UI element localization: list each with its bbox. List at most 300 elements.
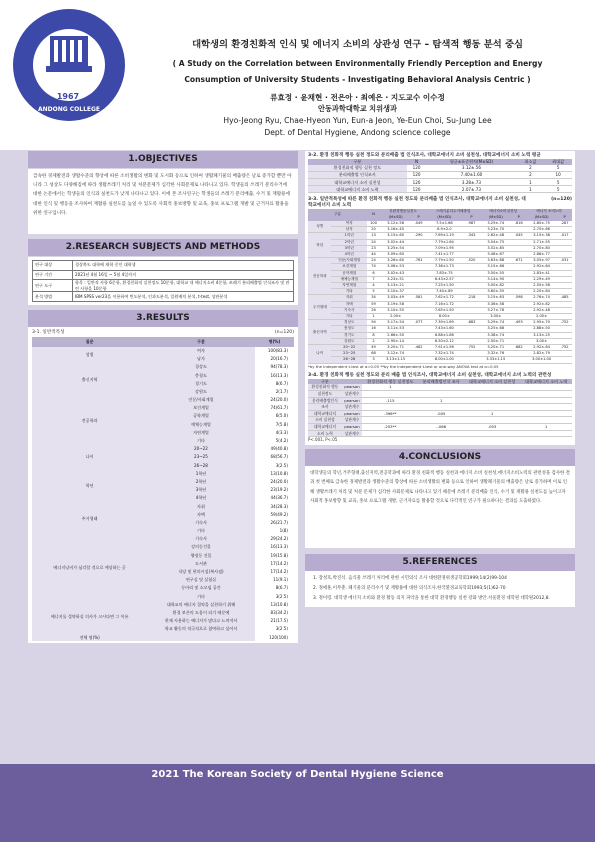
methods-key: 연구 도구	[33, 280, 73, 292]
r3-cell: 3.20±.71	[380, 345, 411, 351]
r3-cell: 7.65±1.50	[426, 307, 463, 313]
r3-header-cell: 구분	[308, 209, 367, 220]
r3-cell: .485	[557, 295, 572, 301]
r3-cell: 3.26±.60	[380, 258, 411, 264]
r3-cell: 인문/사회계열	[331, 258, 367, 264]
methods-row	[33, 280, 294, 292]
r3-cell: 3.52±.85	[480, 245, 511, 251]
r3-row	[308, 270, 572, 276]
r3-cell: 2.92±.48	[526, 307, 557, 313]
r3-subheader-cell: (M±SD)	[480, 215, 511, 221]
conclusions-text: 대학생들의 학년,거주형태,출신지역,전공학과에 따라 환경 친화적 행동 실천과 에너지 소비 실천성,에너지소비노력의 관련성을 검사한 결과 첫 번째로 급속한 경제발전과 생활수준의 향상에 따른 소비생활의 변화 등으로 인하여 생활폐기물의 배출량은 날로 증가하며 이로 인해 생활쓰레기 처리 및 처분 문제가 심각한 사회문제로 나타나고 있기 때문에 쓰레기 분리배출 인식, 수거 및 재활용 실천도를 높이고자 사회적 홍보방향 및 교육, 홍보 프로그램 개발, 근거자료를 활용할 것으로 다각적인 연구가 필요하다는 결과를 도출하였다.	[305, 466, 575, 548]
r2-panel	[305, 151, 575, 445]
r3-cell: 3.17±.54	[380, 320, 411, 326]
r4-cell: .053	[464, 423, 520, 430]
table1-row	[32, 470, 294, 478]
table1-value: 20(16.7)	[270, 356, 288, 362]
r3-row	[308, 326, 572, 332]
r3-row	[308, 258, 572, 264]
r3-cell: 24	[367, 258, 380, 264]
table1-category: 20~22	[147, 445, 255, 453]
r4-note: P<.001, P<.05	[308, 437, 338, 443]
table1-header-cell: 구분	[147, 337, 255, 347]
r3-cell: 23	[367, 245, 380, 251]
r3-cell: 24	[367, 239, 380, 245]
table1-value: 21(17.5)	[270, 618, 288, 624]
table1-category: 강원도	[147, 388, 255, 396]
r3-cell: 44	[367, 251, 380, 257]
r2-cell: 5	[544, 165, 572, 172]
r3-cell: 2.00±	[526, 314, 557, 320]
r3-cell: 2.82±.79	[526, 351, 557, 357]
r3-group: 주거형태	[308, 295, 331, 320]
r3-cell: 보건계열	[331, 264, 367, 270]
r4-cell	[520, 410, 572, 417]
methods-row	[33, 292, 294, 302]
table1-category: 2학년	[147, 478, 255, 486]
r4-cell	[418, 391, 464, 398]
table1-value: 8(6.7)	[275, 380, 288, 386]
r3-cell: 3.36±.58	[480, 301, 511, 307]
r4-cell: 대학교에너지	[308, 423, 342, 430]
r3-cell: 3.13±1.15	[380, 357, 411, 363]
r3-cell: 남자	[331, 227, 367, 233]
r3-group: 출신지역	[308, 320, 331, 345]
r3-row	[308, 351, 572, 357]
r3-n: (n=120)	[551, 197, 572, 203]
r3-subheader-cell: (M±SD)	[380, 215, 411, 221]
r3-cell: 3.15±.60	[380, 233, 411, 239]
table1-question: 에너지를 절약하실 의사가 크시다면 그 이유	[32, 601, 147, 634]
r3-cell: .343	[463, 233, 481, 239]
r2-cell: 2.07±.73	[426, 186, 516, 193]
r4-row	[308, 410, 572, 417]
r4-cell: 상관계수	[342, 391, 362, 398]
table1-category: 자택	[147, 510, 255, 518]
r3-cell: 7.25±1.50	[426, 282, 463, 288]
table1-value: 94(78.3)	[270, 364, 288, 370]
r3-cell: 2.71±.55	[526, 239, 557, 245]
table1-category: 대학교의 에너지 절약을 실천하기 위해	[147, 601, 255, 609]
conclusions-heading: 4.CONCLUSIONS	[305, 449, 575, 466]
r3-cell: 100	[367, 221, 380, 227]
r3-cell: 2.86±.77	[526, 251, 557, 257]
r3-cell: 26~28	[331, 357, 367, 363]
r3-cell: 기숙사	[331, 307, 367, 313]
r3-header-cell: 친환경행동실천도	[380, 209, 426, 215]
r3-subheader-cell: (M±SD)	[426, 215, 463, 221]
r3-cell: 3.20±.71	[480, 345, 511, 351]
r3-cell: .520	[463, 258, 481, 264]
r3-row	[308, 264, 572, 270]
r3-cell: 1학년	[331, 233, 367, 239]
affiliation-korean: 안동과학대학교 치위생과	[318, 104, 397, 113]
table1-value: 23(19.2)	[270, 487, 288, 493]
r3-cell: 7.09±1.95	[426, 245, 463, 251]
r4-cell: 환경친화적 행동	[308, 384, 342, 390]
r4-cell: pearson	[342, 397, 362, 404]
table1-category: 학교 활동의 적극적으로 참여하고 싶어서	[147, 625, 255, 633]
r4-cell	[362, 391, 418, 398]
r4-title: 3-4. 환경 친화적 행동 실천 정도와 분리 배출 법 인식조사, 대학교에너지 소비 실천성, 대학교에너지 소비 노력의 관련성	[308, 372, 552, 378]
r4-cell: 분리배출법인식	[308, 397, 342, 404]
table1-value: 6(5.0)	[275, 413, 288, 419]
r3-header-cell: 에너지소비실천성	[480, 209, 526, 215]
r3-cell: 2.00±	[380, 314, 411, 320]
r3-title: 3-3. 일반적특성에 따른 환경 친화적 행동 실천 정도와 분리배출 법 인식조사, 대학교에너지 소비 실천성, 대학교에너지 소비 노력	[308, 197, 526, 209]
title-english-line-2: Consumption of University Students - Investigating Behavioral Analysis Centric )	[184, 75, 531, 84]
table1-row	[32, 535, 294, 543]
r3-cell: 2.95±.70	[526, 320, 557, 326]
table1-category: 강의동건물	[147, 543, 255, 551]
r3-subheader-cell: P	[411, 215, 426, 221]
table1-row	[32, 445, 294, 453]
r3-cell: 4학년	[331, 251, 367, 257]
table1-row	[32, 396, 294, 404]
table1-question: 나이	[32, 445, 147, 470]
r3-row	[308, 282, 572, 288]
table1-row	[32, 363, 294, 371]
methods-heading: 2.RESEARCH SUBJECTS AND METHODS	[28, 239, 298, 256]
r4-cell: 1	[520, 423, 572, 430]
results-heading: 3.RESULTS	[28, 310, 298, 327]
r3-subheader-cell: (M±SD)	[526, 215, 557, 221]
reference-item: 1. 장성호,박진석. 음식물 쓰레기 처리에 관한 시민의식 조사 대한환경위생공학회1999;14(2)99-104	[313, 576, 507, 582]
r3-cell: 3.14±.90	[480, 276, 511, 282]
r3-cell: 94	[367, 320, 380, 326]
r3-cell: 3.02±.43	[380, 270, 411, 276]
table1-category: 동아리 및 소모임 공간	[147, 584, 255, 592]
table1-value: 4(3.3)	[275, 429, 288, 435]
r4-cell: 조사	[308, 404, 342, 411]
r3-cell: 3.29±.74	[480, 221, 511, 227]
r2-cell: 대학교에너지 소비 실천성	[308, 179, 407, 186]
r4-cell	[520, 397, 572, 404]
table1-category: 연구실 및 실험실	[147, 576, 255, 584]
r2-cell: 분리배출법 인식조사	[308, 172, 407, 179]
r3-cell: .049	[411, 221, 426, 227]
r4-cell: 상관계수	[342, 430, 362, 437]
r3-cell: 7.79±1.50	[426, 258, 463, 264]
table1-category: 환경 보존의 도움이 되기 때문에	[147, 609, 255, 617]
r3-cell: 2.50±.71	[480, 338, 511, 344]
r3-cell	[557, 357, 572, 363]
r3-row	[308, 276, 572, 282]
table1-value: 68(56.7)	[270, 454, 288, 460]
table1-title: 3-1. 일반적특성	[32, 329, 65, 335]
table1-value: 7(5.8)	[275, 421, 288, 427]
methods-value: 경상북도 대학에 재학 중인 대학생	[73, 261, 294, 271]
r3-header-cell: 에너지 소비노력	[526, 209, 572, 215]
r3-cell: .493	[511, 320, 526, 326]
table1-category: 경기도	[147, 379, 255, 387]
table1-value: 3(2.5)	[275, 626, 288, 632]
r4-header-cell: 대학교에너지 소비 노력	[520, 379, 572, 385]
r3-cell: 3.32±.76	[480, 351, 511, 357]
table1-value: 11(9.1)	[273, 577, 288, 583]
r3-cell: .290	[411, 233, 426, 239]
r4-header-cell: 구분	[308, 379, 342, 385]
r2-cell: 120	[407, 165, 427, 172]
table1-value: 2(1.7)	[275, 388, 288, 394]
r3-subheader-cell: P	[557, 215, 572, 221]
r4-cell: 1	[362, 384, 418, 390]
r3-cell: 공학계열	[331, 270, 367, 276]
r3-cell: 3.12±.74	[380, 351, 411, 357]
r3-cell: 3.00±	[480, 314, 511, 320]
r3-cell: .045	[511, 233, 526, 239]
table1-category: 기타	[147, 527, 255, 535]
table1-category: 행정동 건물	[147, 551, 255, 559]
r4-cell	[520, 404, 572, 411]
r3-cell: .462	[411, 345, 426, 351]
r3-cell: .761	[411, 258, 426, 264]
r3-cell: 2학년	[331, 239, 367, 245]
r3-cell: 여자	[331, 221, 367, 227]
table1-category: 도서관	[147, 560, 255, 568]
table1-question: 성별	[32, 347, 147, 363]
r3-cell: .683	[463, 320, 481, 326]
r3-cell: 20~22	[331, 345, 367, 351]
r3-cell: 2.83±.41	[526, 270, 557, 276]
right-column	[305, 151, 575, 607]
r3-cell: 3.33±1.15	[480, 357, 511, 363]
r3-cell: .752	[557, 320, 572, 326]
r3-cell: .752	[557, 345, 572, 351]
results-panel	[28, 327, 298, 644]
r3-row	[308, 233, 572, 239]
r4-cell	[418, 430, 464, 437]
r3-cell: 8.00±1.00	[426, 357, 463, 363]
r3-cell: 3	[367, 357, 380, 363]
table1-category: 현재 사용하는 에너지가 많다고 느껴져서	[147, 617, 255, 625]
r3-cell: 3.00±1.00	[526, 357, 557, 363]
table1-value: 59(49.2)	[270, 511, 288, 517]
r3-cell: 6.43±2.57	[426, 276, 463, 282]
r4-cell: .115	[362, 397, 418, 404]
r3-cell: .752	[463, 345, 481, 351]
methods-key: 연구 대상	[33, 261, 73, 271]
table1-value: 16(13.3)	[270, 544, 288, 550]
r3-group: 성별	[308, 221, 331, 233]
r4-cell: 1	[464, 410, 520, 417]
r2-header-cell: 최대값	[544, 159, 572, 165]
r3-row	[308, 245, 572, 251]
table1-question: 전공학과	[32, 396, 147, 445]
r3-cell: 6.88±1.86	[426, 332, 463, 338]
table1-category: 보건계열	[147, 404, 255, 412]
r2-cell: 7.40±1.60	[426, 172, 516, 179]
r3-cell: 3학년	[331, 245, 367, 251]
r4-cell	[520, 430, 572, 437]
r3-caption	[308, 197, 572, 209]
table1-category: 기숙사	[147, 519, 255, 527]
r4-cell	[464, 397, 520, 404]
r3-cell: 3.15±.66	[480, 264, 511, 270]
r4-cell: -.066	[418, 423, 464, 430]
r3-cell: 23~25	[331, 351, 367, 357]
reference-item: 2. 정애훈,이무춘. 폐기물의 분리수거 및 재활용에 대한 의식조사.한국환경교육학회1993;5(1)62-70	[313, 586, 506, 592]
table1-value: 24(20.0)	[270, 397, 288, 403]
r3-cell: 3.15±.38	[526, 233, 557, 239]
r3-cell: 6	[367, 270, 380, 276]
table1-value: 13(10.8)	[270, 470, 288, 476]
r3-cell: 3.29±.74	[480, 320, 511, 326]
table1-category: 23~25	[147, 453, 255, 461]
r3-cell: 기타	[331, 289, 367, 295]
r3-cell: 7.40±.89	[426, 289, 463, 295]
r3-cell: 자연계열	[331, 282, 367, 288]
table1-value: 19(15.8)	[270, 552, 288, 558]
r3-cell: 3.10±.37	[380, 289, 411, 295]
r2-cell: 3.28±.73	[426, 179, 516, 186]
table1-value: 83(34.2)	[270, 609, 288, 615]
table1-value: 34(28.3)	[270, 503, 288, 509]
table1-header	[32, 337, 294, 347]
r3-cell: 3.38±.74	[480, 332, 511, 338]
table1-total-value: 120(100)	[269, 634, 288, 640]
r2-cell: 환경친화적 행동 실천 정도	[308, 165, 407, 172]
r3-cell: .987	[463, 221, 481, 227]
r3-cell: 기타	[331, 314, 367, 320]
general-characteristics-table	[32, 337, 294, 642]
r3-cell: 2.90±.14	[380, 338, 411, 344]
r3-cell: 7.32±1.74	[426, 351, 463, 357]
r4-row	[308, 430, 572, 437]
table1-category: 기타	[147, 592, 255, 600]
table1-category: 기타	[147, 437, 255, 445]
r3-subheader-cell: P	[463, 215, 481, 221]
r4-row	[308, 417, 572, 424]
r2-cell: 120	[407, 186, 427, 193]
r4-cell: 소비 실천성	[308, 417, 342, 424]
r3-cell: 예체능계열	[331, 276, 367, 282]
r2-cell: 1	[517, 179, 545, 186]
r2-header-cell: 최소값	[517, 159, 545, 165]
r3-cell: 4	[367, 282, 380, 288]
table1-category: 4학년	[147, 494, 255, 502]
table1-value: 24(20.0)	[270, 478, 288, 484]
r3-row	[308, 221, 572, 227]
reference-item: 3. 정이령. 대학생 에너지 소비와 환경 활동 의지 파악을 통한 대학 환경행동 실천 강화 방안.서울환경 대학원 대학원2012,8.	[313, 596, 550, 602]
r3-row	[308, 320, 572, 326]
r3-cell: .671	[511, 258, 526, 264]
r3-cell: 7.79±1.64	[426, 239, 463, 245]
r4-cell	[362, 417, 418, 424]
table1-total	[32, 633, 294, 641]
r3-cell: .077	[411, 320, 426, 326]
table1-category: 여자	[147, 347, 255, 355]
methods-row	[33, 270, 294, 280]
r3-cell: 3.00±	[526, 338, 557, 344]
footer-text: 2021 The Korean Society of Dental Hygiene Science	[151, 769, 444, 780]
r3-subheader-cell: P	[511, 215, 526, 221]
r3-cell: 26	[367, 307, 380, 313]
table1-category: 예체능계열	[147, 420, 255, 428]
r4-cell	[520, 417, 572, 424]
r3-row	[308, 332, 572, 338]
methods-value: IBM SPSS ver23을 이용하여 빈도분석, 인과도분석, 일원배치 분석, t-test, 상관분석	[73, 292, 294, 302]
table1-value: 17(14.2)	[270, 560, 288, 566]
table1-category: 남자	[147, 355, 255, 363]
r3-cell: 8.00±	[426, 314, 463, 320]
affiliation-english: Dept. of Dental Hygiene, Andong science college	[264, 128, 451, 137]
table1-category: 1학년	[147, 470, 255, 478]
r3-cell: 68	[367, 351, 380, 357]
r4-header-cell: 환경친화적 행동 실천정도	[362, 379, 418, 385]
table1-n: (n=120)	[274, 329, 294, 335]
r3-cell: 3.23±.70	[480, 227, 511, 233]
table1-value: 26(21.7)	[270, 519, 288, 525]
r3-row	[308, 307, 572, 313]
r2-cell: 3.12±.56	[426, 165, 516, 172]
methods-panel	[28, 257, 298, 305]
r3-cell: 2.80±.75	[526, 221, 557, 227]
r3-cell: 7.5±1.66	[426, 221, 463, 227]
methods-key: 연구 기간	[33, 270, 73, 280]
r3-cell: 8	[367, 332, 380, 338]
r3-header-cell: 스레기분리수거배출법	[426, 209, 480, 215]
r3-cell: 16	[367, 326, 380, 332]
r4-row	[308, 391, 572, 398]
r4-cell: .005	[418, 410, 464, 417]
table1-category: 3학년	[147, 486, 255, 494]
table1-row	[32, 601, 294, 609]
r3-cell: 3.02±.44	[380, 239, 411, 245]
r4-cell	[464, 391, 520, 398]
table1-value: 3(2.5)	[275, 462, 288, 468]
table1-category: 경상도	[147, 363, 255, 371]
r4-cell	[418, 417, 464, 424]
r3-cell: 74	[367, 264, 380, 270]
r3-cell: 7.36±1.73	[426, 264, 463, 270]
r3-cell: 8.50±2.12	[426, 338, 463, 344]
r3-cell: 3.16±.45	[380, 227, 411, 233]
methods-table	[32, 260, 294, 302]
r2-cell: 120	[407, 179, 427, 186]
table1-value: 29(24.2)	[270, 536, 288, 542]
r3-cell: 2.70±.66	[526, 227, 557, 233]
r3-cell: 2.92±.64	[526, 345, 557, 351]
r2-cell: 2	[517, 165, 545, 172]
r2-row	[308, 186, 572, 193]
r3-cell: 3.50±.55	[480, 270, 511, 276]
references-heading: 5.REFERENCES	[305, 554, 575, 571]
poster-header	[0, 0, 595, 150]
r3-row	[308, 345, 572, 351]
table1-category: 식당 및 편의시설(복사점)	[147, 568, 255, 576]
r3-cell: .598	[511, 295, 526, 301]
r4-cell: pearson	[342, 423, 362, 430]
table1-header-cell: 명(%)	[255, 337, 294, 347]
table1-value: 13(10.8)	[270, 601, 288, 607]
table1-category: 공학계열	[147, 412, 255, 420]
r3-cell	[463, 357, 481, 363]
r3-row	[308, 289, 572, 295]
r3-row	[308, 301, 572, 307]
table1-value: 16(13.3)	[270, 372, 288, 378]
title-english	[130, 56, 585, 88]
r4-header-cell: 분리배출법인식 조사	[418, 379, 464, 385]
r3-cell: 3.04±.75	[480, 239, 511, 245]
table1-value: 8(6.7)	[275, 585, 288, 591]
title-korean: 대학생의 환경친화적 인식 및 에너지 소비의 상관성 연구 – 탐색적 행동 분석 중심	[192, 39, 523, 50]
r3-cell: 3.05±.97	[526, 258, 557, 264]
r3-cell: 13	[367, 233, 380, 239]
r2-header-cell: N	[407, 159, 427, 165]
r3-row	[308, 227, 572, 233]
authors-korean: 류효정 · 윤채현 · 전은아 · 최예은 · 지도교수 이수정	[270, 93, 445, 102]
